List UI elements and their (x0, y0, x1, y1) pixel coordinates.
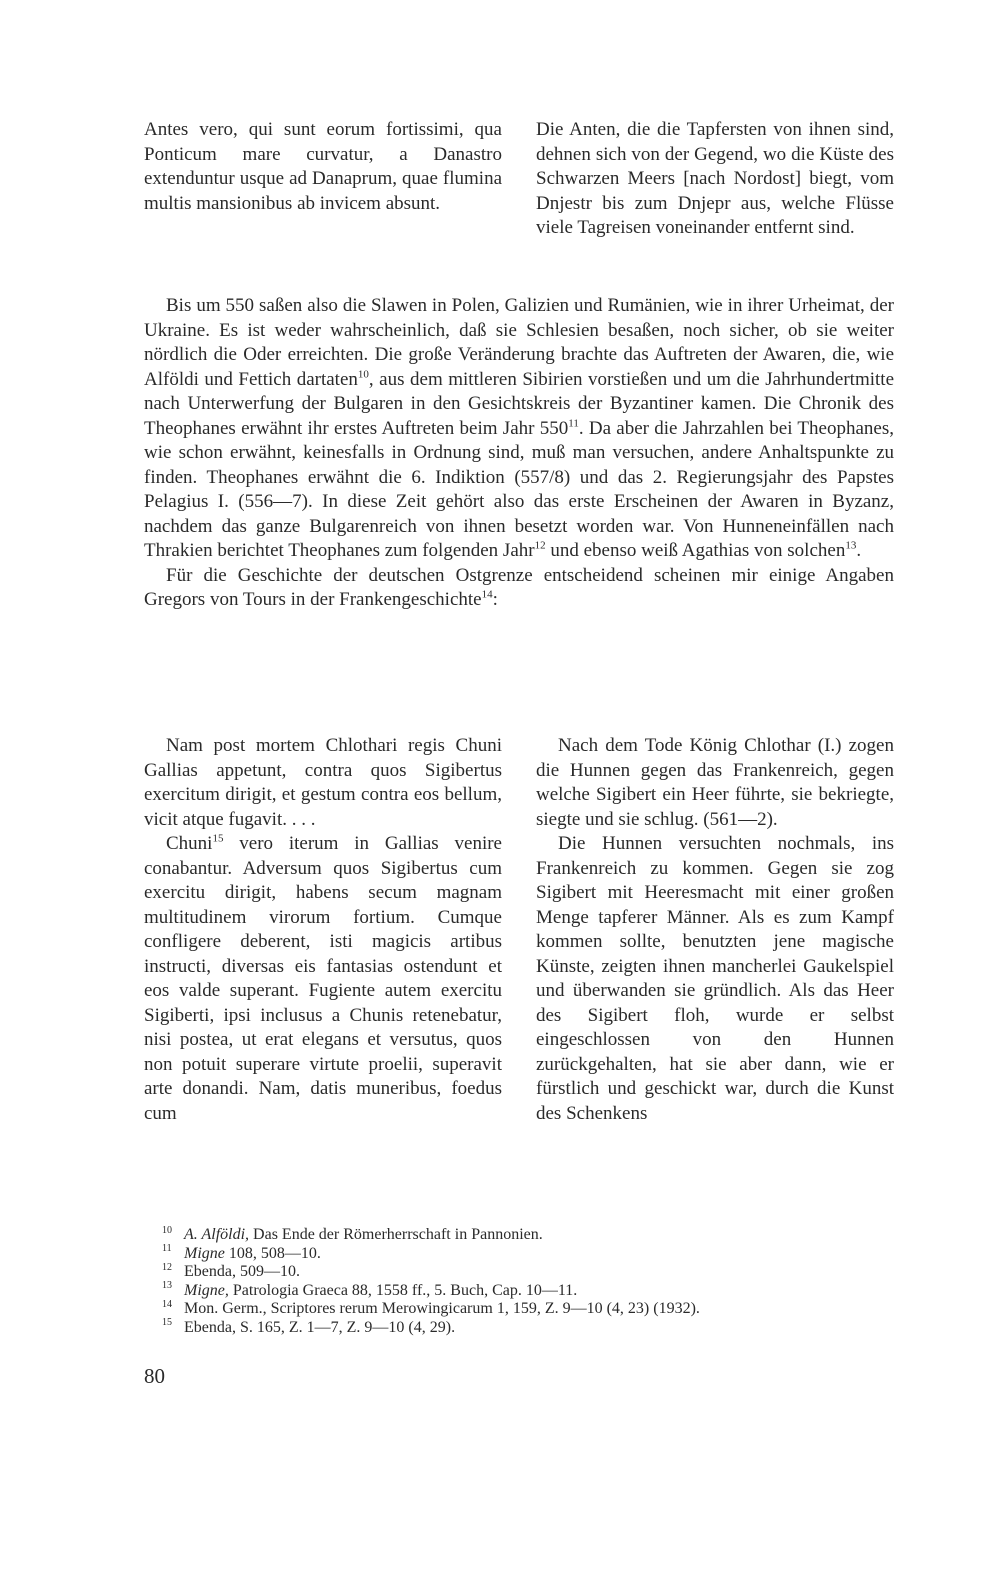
footnote: 15 Ebenda, S. 165, Z. 1—7, Z. 9—10 (4, 29). (162, 1317, 456, 1336)
footnote: 11 Migne 108, 508—10. (162, 1243, 321, 1262)
paragraph-awaren: Bis um 550 saßen also die Slawen in Polen, Galizien und Rumänien, wie in ihrer Urheimat, der Ukraine. Es ist weder wahrscheinlich, daß sie Schlesien besaßen, noch sicher, ob sie weiter nördlich die Oder erreichten. Die große Veränderung brachte das Auftreten der Awaren, die, wie Alföldi und Fettich dartaten$^{10}$, aus dem mittleren Sibirien vorstießen und um die Jahrhundertmitte nach Unterwerfung der Bulgaren in den Gesichtskreis der Byzantiner kamen. Die Chronik des Theophanes erwähnt ihr erstes Auftreten beim Jahr $550^{11}$. Da aber die Jahrzahlen bei Theophanes, wie schon erwähnt, keinesfalls in Ordnung sind, muß man versuchen, andere Anhaltspunkte zu finden. Theophanes erwähnt die 6. Indiktion (557/8) und das 2. Regierungsjahr des Papstes Pelagius I. (556—7). In diese Zeit gehört also das erste Erscheinen der Awaren in Byzanz, nachdem das ganze Bulgarenreich von ihnen besetzt worden war. Von Hunneneinfällen nach Thrakien berichtet Theophanes zum folgenden Jahr$^{12}$ und ebenso weiß Agathias von solchen$^{13}$. (144, 295, 894, 561)
footnote-ref: 14 (481, 588, 493, 601)
footnote-ref: 13 (845, 539, 857, 552)
bottom-parallel-text (144, 734, 894, 1126)
german-quote-2: Die Hunnen versuchten nochmals, ins Frankenreich zu kommen. Gegen sie zog Sigibert mit Heeresmacht mit einer großen Menge tapferer Männer. Als es zum Kampf kommen sollte, benutzten jene magische Künste, zeigten ihnen mancherlei Gaukelspiel und überwanden sie gründlich. Als das Heer des Sigibert floh, wurde er selbst eingeschlossen von den Hunnen zurückgehalten, hat sie aber dann, wie er fürstlich und geschickt war, durch die Kunst des Schenkens (536, 833, 894, 1124)
footnotes (162, 1226, 894, 1337)
footnote: 10 A. Alföldi, Das Ende der Römerherrschaft in Pannonien. (162, 1224, 543, 1243)
latin-passage: Antes vero, qui sunt eorum fortissimi, qua Ponticum mare curvatur, a Danastro extenduntur usque ad Danaprum, quae flumina multis mansionibus ab invicem absunt. (144, 119, 502, 214)
latin-quote-1: Nam post mortem Chlothari regis Chuni Gallias appetunt, contra quos Sigibertus exercitum dirigit, et gestum contra eos bellum, vicit atque fugavit. . . . (144, 735, 502, 830)
latin-column-top (144, 118, 502, 241)
german-translation: Die Anten, die die Tapfersten von ihnen sind, dehnen sich von der Gegend, wo die Küste des Schwarzen Meers [nach Nordost] biegt, vom Dnjestr bis zum Dnjepr aus, welche Flüsse viele Tagreisen voneinander entfernt sind. (536, 119, 894, 238)
footnote: 13 Migne, Patrologia Graeca 88, 1558 ff., 5. Buch, Cap. 10—11. (162, 1280, 578, 1299)
german-column-bottom (536, 734, 894, 1126)
german-column-top (536, 118, 894, 241)
paragraph-gregor: Für die Geschichte der deutschen Ostgrenze entscheidend scheinen mir einige Angaben Gregors von Tours in der Frankengeschichte$^{14}$: (144, 564, 894, 610)
latin-quote-2: Chuni$^{15}$ vero iterum in Gallias venire conabantur. Adversum quos Sigibertus cum exercitu dirigit, habens secum magnam multitudinem virorum fortium. Cumque confligere deberent, isti magicis artibus instructi, diversas eis fantasias ostendunt et eos valde superant. Fugiente autem exercitu Sigiberti, ipsi inclusus a Chunis retenebatur, nisi postea, ut erat elegans et versutus, quos non potuit superare virtute proelii, superavit arte donandi. Nam, datis muneribus, foedus cum (144, 832, 502, 1124)
footnote-ref: 15 (212, 832, 224, 845)
footnote-ref: 12 (534, 539, 546, 552)
page-number: 80 (144, 1364, 165, 1388)
main-text (144, 294, 894, 613)
latin-column-bottom (144, 734, 502, 1126)
footnote: 12 Ebenda, 509—10. (162, 1261, 300, 1280)
german-quote-1: Nach dem Tode König Chlothar (I.) zogen die Hunnen gegen das Frankenreich, gegen welche Sigibert ein Heer führte, sie bekriegte, siegte und sie schlug. (561—2). (536, 735, 894, 830)
footnote: 14 Mon. Germ., Scriptores rerum Merowingicarum 1, 159, Z. 9—10 (4, 23) (1932). (162, 1298, 700, 1317)
top-parallel-text (144, 118, 894, 241)
footnote-ref: 10 (357, 368, 369, 381)
footnote-ref: 11 (568, 417, 579, 430)
